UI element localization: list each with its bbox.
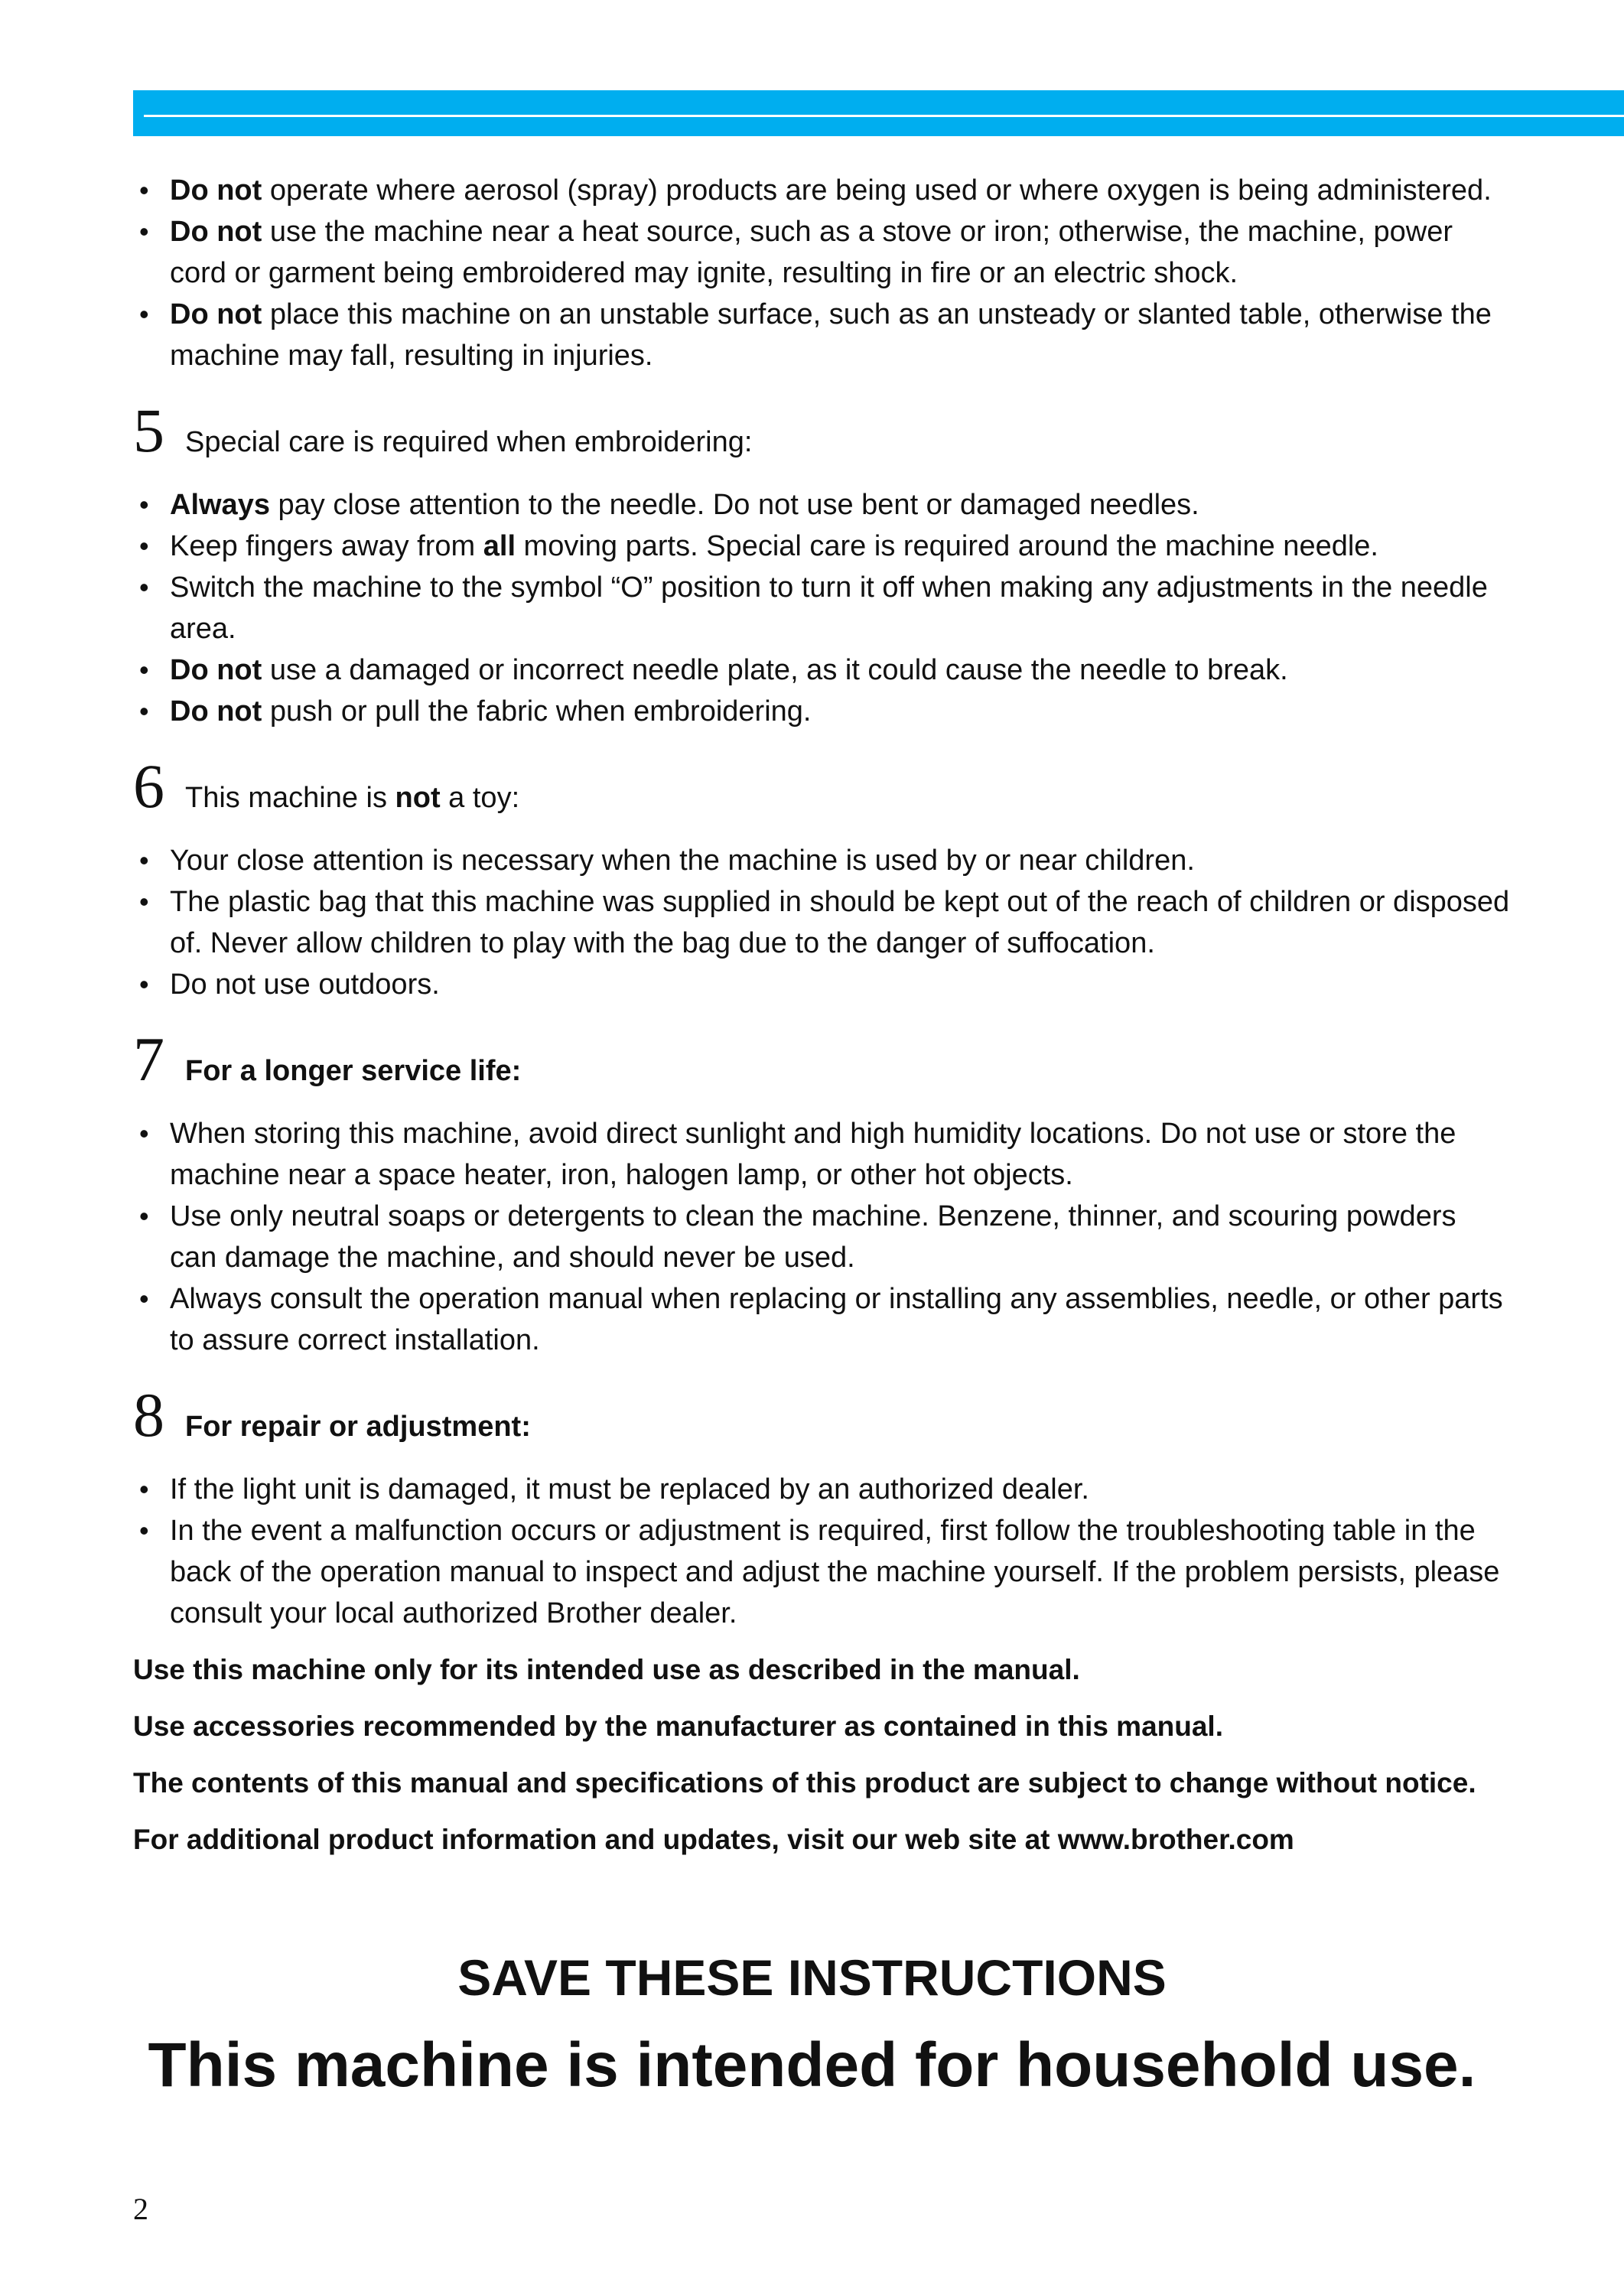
list-item: • Your close attention is necessary when the machine is used by or near children.	[133, 840, 1510, 881]
list-item: • Keep fingers away from all moving parts. Special care is required around the machine needle.	[133, 526, 1510, 567]
section-7-heading	[133, 1024, 1510, 1094]
list-item: • In the event a malfunction occurs or adjustment is required, first follow the troubleshooting table in the back of the operation manual to inspect and adjust the machine yourself. If the problem persists, please consult your local authorized Brother dealer.	[133, 1510, 1510, 1634]
section-6-bullet-list	[133, 840, 1510, 1005]
header-bar	[133, 90, 1624, 136]
list-item: • If the light unit is damaged, it must be replaced by an authorized dealer.	[133, 1469, 1510, 1510]
page-content	[133, 170, 1510, 1876]
intro-bullet-list	[133, 170, 1510, 376]
list-item: • Do not use the machine near a heat source, such as a stove or iron; otherwise, the machine, power cord or garment being embroidered may ignite, resulting in fire or an electric shock.	[133, 211, 1510, 294]
section-title: This machine is not a toy:	[185, 782, 520, 814]
household-use-heading: This machine is intended for household use.	[148, 2030, 1476, 2100]
bullet-icon: •	[139, 886, 149, 917]
bullet-icon: •	[139, 298, 149, 330]
save-instructions-heading: SAVE THESE INSTRUCTIONS	[457, 1949, 1167, 2006]
list-item: • Do not place this machine on an unstable surface, such as an unsteady or slanted table, otherwise the machine may fall, resulting in injuries.	[133, 294, 1510, 376]
bullet-icon: •	[139, 968, 149, 1000]
bullet-icon: •	[139, 695, 149, 727]
page-number: 2	[133, 2192, 148, 2226]
bullet-icon: •	[139, 1283, 149, 1314]
closing-notes	[133, 1649, 1510, 1860]
section-number: 7	[133, 1024, 164, 1094]
bullet-icon: •	[139, 654, 149, 685]
bullet-icon: •	[139, 216, 149, 247]
bullet-icon: •	[139, 1515, 149, 1546]
section-5-bullet-list	[133, 484, 1510, 732]
note-accessories: Use accessories recommended by the manufacturer as contained in this manual.	[133, 1711, 1223, 1742]
bullet-icon: •	[139, 845, 149, 876]
list-item: • Use only neutral soaps or detergents to clean the machine. Benzene, thinner, and scouring powders can damage the machine, and should never be used.	[133, 1196, 1510, 1278]
bullet-icon: •	[139, 571, 149, 603]
list-item: • Switch the machine to the symbol “O” position to turn it off when making any adjustments in the needle area.	[133, 567, 1510, 649]
list-item: • Do not use outdoors.	[133, 964, 1510, 1005]
section-8-heading	[133, 1380, 1510, 1450]
bullet-icon: •	[139, 530, 149, 562]
section-7-bullet-list	[133, 1113, 1510, 1361]
section-8-bullet-list	[133, 1469, 1510, 1634]
bullet-icon: •	[139, 1200, 149, 1232]
section-number: 8	[133, 1380, 164, 1450]
section-number: 6	[133, 751, 164, 821]
section-title: For a longer service life:	[185, 1055, 522, 1087]
list-item: • When storing this machine, avoid direct sunlight and high humidity locations. Do not use or store the machine near a space heater, iron, halogen lamp, or other hot objects.	[133, 1113, 1510, 1196]
section-5-heading	[133, 396, 1510, 465]
note-intended-use: Use this machine only for its intended use as described in the manual.	[133, 1654, 1080, 1685]
bullet-icon: •	[139, 1473, 149, 1505]
section-number: 5	[133, 396, 164, 465]
list-item: • Always consult the operation manual when replacing or installing any assemblies, needle, or other parts to assure correct installation.	[133, 1278, 1510, 1361]
list-item: • Do not use a damaged or incorrect needle plate, as it could cause the needle to break.	[133, 649, 1510, 691]
note-website: For additional product information and updates, visit our web site at www.brother.com	[133, 1824, 1294, 1855]
note-change-notice: The contents of this manual and specifications of this product are subject to change without notice.	[133, 1767, 1476, 1799]
bullet-icon: •	[139, 1118, 149, 1149]
list-item: • Always pay close attention to the needle. Do not use bent or damaged needles.	[133, 484, 1510, 526]
bullet-icon: •	[139, 489, 149, 520]
section-title: Special care is required when embroidering:	[185, 426, 753, 458]
bullet-icon: •	[139, 174, 149, 206]
list-item: • Do not operate where aerosol (spray) products are being used or where oxygen is being administered.	[133, 170, 1510, 211]
section-title: For repair or adjustment:	[185, 1411, 531, 1443]
list-item: • Do not push or pull the fabric when embroidering.	[133, 691, 1510, 732]
header-rule	[144, 115, 1624, 117]
section-6-heading	[133, 751, 1510, 821]
list-item: • The plastic bag that this machine was supplied in should be kept out of the reach of children or disposed of. Never allow children to play with the bag due to the danger of suffocation.	[133, 881, 1510, 964]
